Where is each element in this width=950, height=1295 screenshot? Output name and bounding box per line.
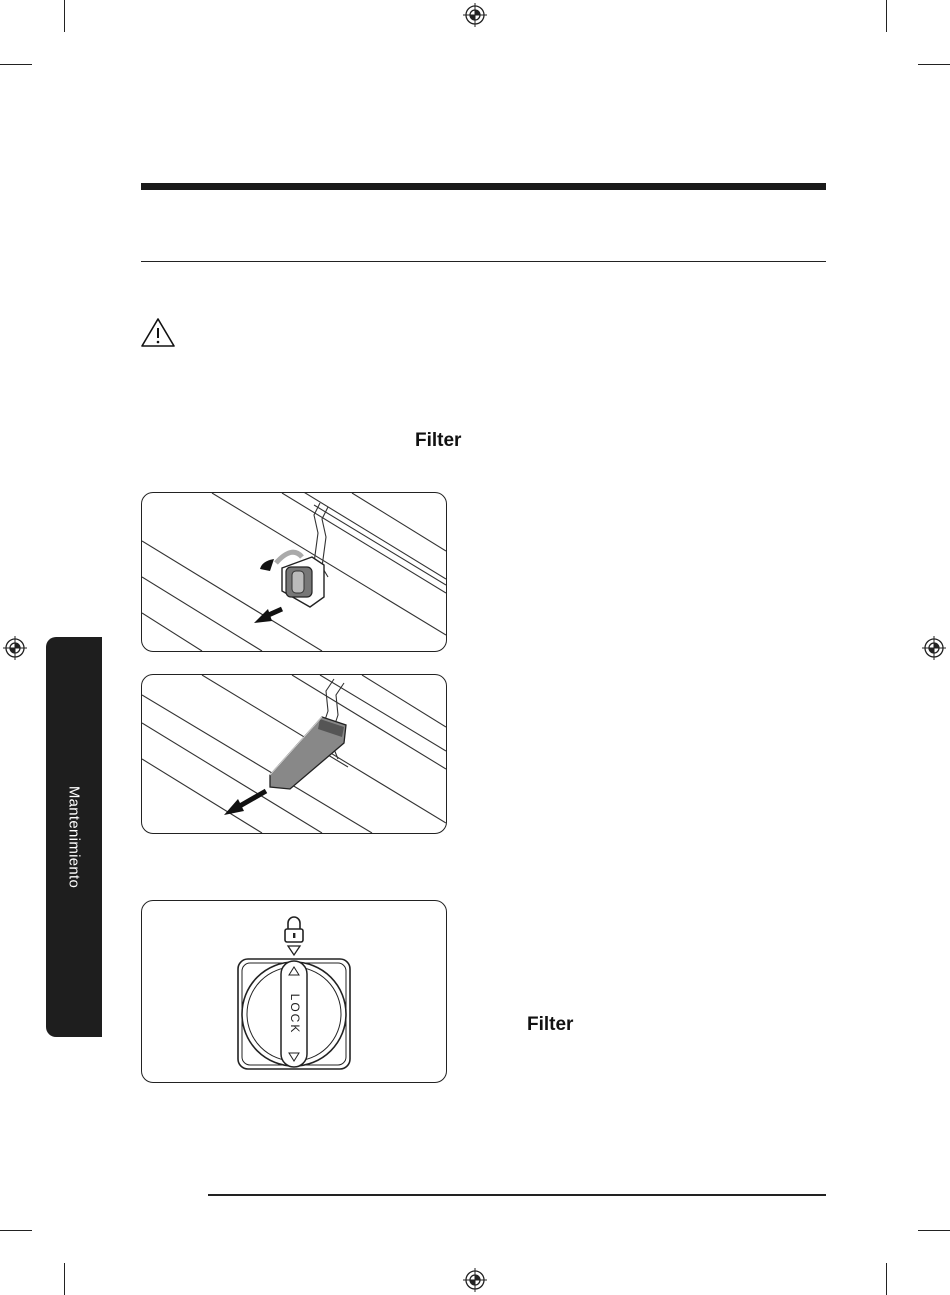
registration-mark-icon xyxy=(463,1268,487,1292)
crop-mark-top-right-h xyxy=(918,64,950,65)
lock-dial-label: LOCK xyxy=(287,993,302,1035)
registration-mark-icon xyxy=(463,3,487,27)
footer-rule xyxy=(208,1194,826,1196)
section-label: Mantenimiento xyxy=(65,785,83,889)
header-rule-thin xyxy=(141,261,826,262)
crop-mark-bottom-left xyxy=(64,1263,65,1295)
figure-filter-pull xyxy=(141,674,447,834)
registration-mark-icon xyxy=(3,636,27,660)
header-rule-thick xyxy=(141,183,826,190)
registration-mark-icon xyxy=(922,636,946,660)
padlock-icon xyxy=(285,917,303,955)
crop-mark-bottom-right xyxy=(886,1263,887,1295)
crop-mark-top-right xyxy=(886,0,887,32)
figure-lock-dial xyxy=(141,900,447,1083)
filter-label: Filter xyxy=(415,430,462,451)
figure-filter-turn xyxy=(141,492,447,652)
section-side-tab xyxy=(46,637,102,1037)
crop-mark-bottom-left-h xyxy=(0,1230,32,1231)
filter-label: Filter xyxy=(527,1014,574,1035)
crop-mark-top-left-h xyxy=(0,64,32,65)
warning-triangle-icon xyxy=(140,317,176,348)
crop-mark-top-left xyxy=(64,0,65,32)
crop-mark-bottom-right-h xyxy=(918,1230,950,1231)
